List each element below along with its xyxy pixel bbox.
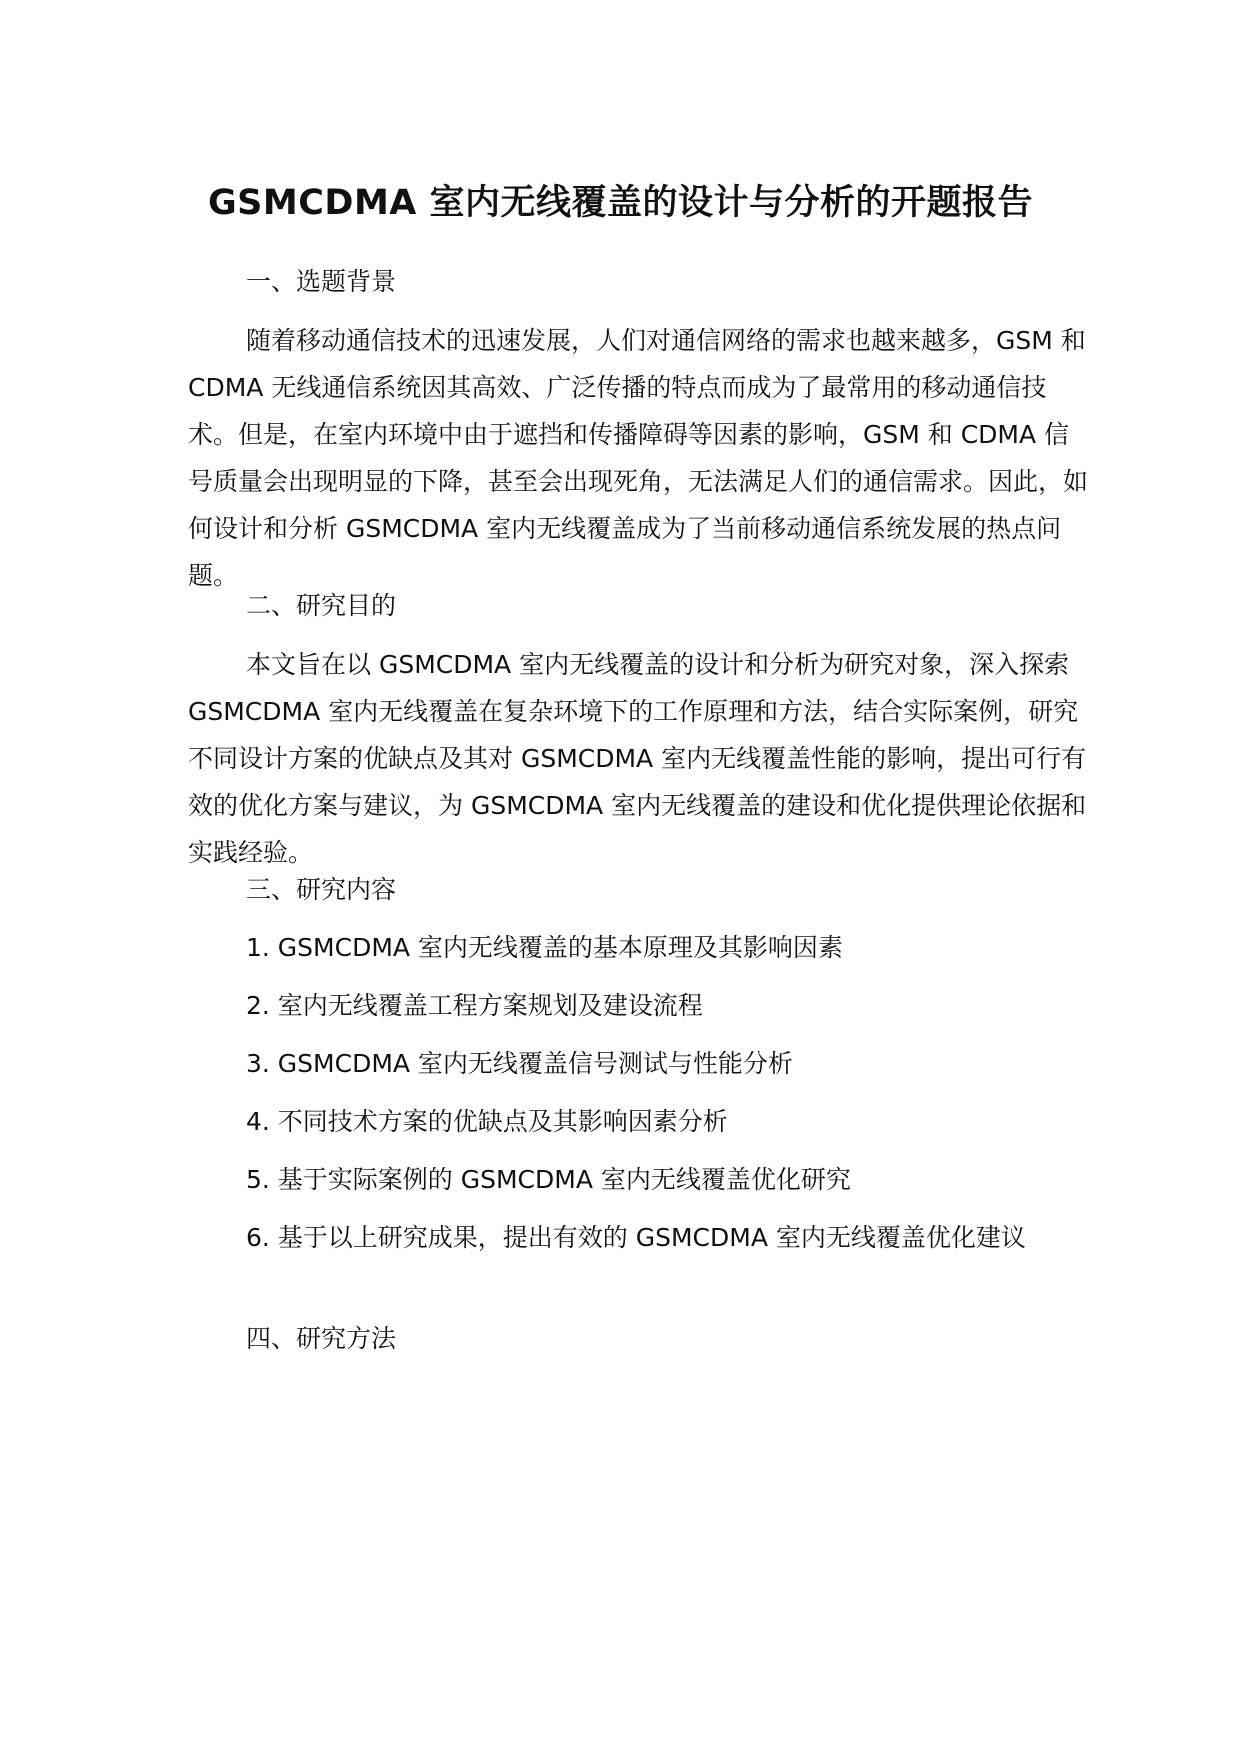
section-heading-purpose: 二、研究目的 bbox=[246, 591, 397, 620]
list-item-wrapped bbox=[188, 1214, 1088, 1261]
paragraph-background: 随着移动通信技术的迅速发展，人们对通信网络的需求也越来越多，GSM 和 CDMA 无线通信系统因其高效、广泛传播的特点而成为了最常用的移动通信技术。但是，在室内环境中由于遮挡和传播障碍等因素的影响，GSM 和 CDMA 信号质量会出现明显的下降，甚至会出现死角，无法满足人们的通信需求。因此，如何设计和分析 GSMCDMA 室内无线覆盖成为了当前移动通信系统发展的热点问题。 bbox=[188, 326, 1089, 590]
list-item: 1. GSMCDMA 室内无线覆盖的基本原理及其影响因素 bbox=[246, 933, 843, 962]
section-heading-method: 四、研究方法 bbox=[246, 1324, 397, 1353]
list-item: 2. 室内无线覆盖工程方案规划及建设流程 bbox=[246, 991, 703, 1020]
list-item: 6. 基于以上研究成果，提出有效的 GSMCDMA 室内无线覆盖优化建议 bbox=[246, 1223, 1026, 1252]
section-heading-content: 三、研究内容 bbox=[246, 875, 397, 904]
list-item: 5. 基于实际案例的 GSMCDMA 室内无线覆盖优化研究 bbox=[246, 1165, 851, 1194]
section-heading-background: 一、选题背景 bbox=[246, 267, 397, 296]
section-body-background bbox=[188, 317, 1088, 599]
section-body-purpose bbox=[188, 641, 1088, 876]
document-title: GSMCDMA 室内无线覆盖的设计与分析的开题报告 bbox=[207, 183, 1034, 223]
list-item: 3. GSMCDMA 室内无线覆盖信号测试与性能分析 bbox=[246, 1049, 793, 1078]
paragraph-purpose: 本文旨在以 GSMCDMA 室内无线覆盖的设计和分析为研究对象，深入探索 GSMCDMA 室内无线覆盖在复杂环境下的工作原理和方法，结合实际案例，研究不同设计方案的优缺点及其对 GSMCDMA 室内无线覆盖性能的影响，提出可行有效的优化方案与建议，为 GSMCDMA 室内无线覆盖的建设和优化提供理论依据和实践经验。 bbox=[188, 650, 1087, 867]
list-item: 4. 不同技术方案的优缺点及其影响因素分析 bbox=[246, 1107, 728, 1136]
